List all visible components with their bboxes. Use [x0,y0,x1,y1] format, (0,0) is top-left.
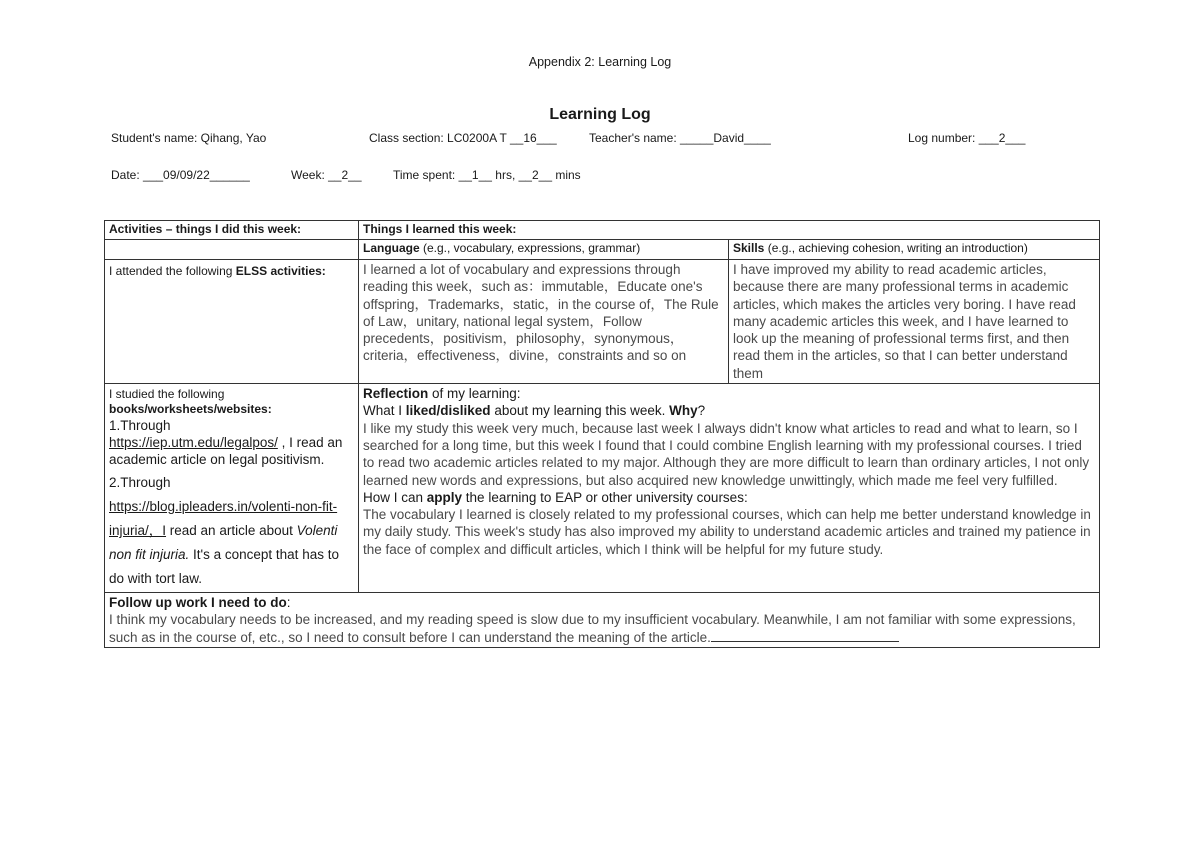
elss-activities-cell: I attended the following ELSS activities: [105,260,359,384]
activities-header: Activities – things I did this week: [105,221,359,240]
teacher-name: Teacher's name: _____David____ [589,131,771,145]
studied-bold: books/worksheets/websites: [109,402,272,417]
followup-cell [105,593,1100,648]
reflection-heading: Reflection of my learning: [363,386,521,402]
table-header-row [105,221,1100,240]
liked-question: What I liked/disliked about my learning this week. Why? [363,403,706,419]
reflection-cell [359,384,1100,593]
subheader-row [105,240,1100,260]
volenti-link[interactable]: https://blog.ipleaders.in/volenti-non-fit-injuria/，I [109,499,338,539]
date-field: Date: ___09/09/22______ [111,168,250,182]
legal-positivism-link[interactable]: https://iep.utm.edu/legalpos/ [109,435,278,451]
language-subheader: Language (e.g., vocabulary, expressions, grammar) [359,240,729,260]
class-section: Class section: LC0200A T __16___ [369,131,557,145]
week-field: Week: __2__ [291,168,362,182]
followup-answer: I think my vocabulary needs to be increased, and my reading speed is slow due to my insufficient vocabulary. Meanwhile, I am not familiar with some expressions, such as in the course of, etc., so I need to consult before I can understand the meaning of the article. [109,612,1076,645]
apply-answer: The vocabulary I learned is closely related to my professional courses, which can help me better understand knowledge in my daily study. This week's study has also improved my ability to understand academic articles and trained my patience in the face of complex and difficult articles, which I think will be helpful for my future study. [363,507,1091,557]
empty-cell [105,240,359,260]
appendix-title: Appendix 2: Learning Log [528,55,672,69]
language-learned-cell: I learned a lot of vocabulary and expressions through reading this week，such as：immutable，Educate one's offspring，Trademarks，static，in the course of，The Rule of Law，unitary, national legal system，Follow precedents，positivism，philosophy，synonymous，criteria，effectiveness，divine，constraints and so on [359,260,729,384]
elss-row [105,260,1100,384]
document-title: Learning Log [549,106,651,123]
log-number: Log number: ___2___ [908,131,1026,145]
fill-line [711,629,899,642]
things-learned-header: Things I learned this week: [359,221,1100,240]
skills-subheader: Skills (e.g., achieving cohesion, writing an introduction) [729,240,1100,260]
student-name: Student's name: Qihang, Yao [111,131,267,145]
resource-item-1: 1.Through https://iep.utm.edu/legalpos/ , I read an academic article on legal positivism. [109,418,343,468]
apply-question: How I can apply the learning to EAP or other university courses: [363,489,748,505]
skills-learned-cell: I have improved my ability to read academic articles, because there are many professional terms in academic articles, which makes the articles very boring. I have read many academic articles this week, and I have learned to look up the meaning of professional terms first, and then read them in the articles, so that I can better understand them [729,260,1100,384]
liked-answer: I like my study this week very much, because last week I always didn't know what articles to read and what to learn, so I searched for a long time, but this week I found that I could combine English learning with my professional courses. I tried to read two academic articles related to my major. Although they are more difficult to learn than ordinary articles, I not only learned new words and expressions, but also acquired new knowledge unwittingly, which made me feel very fulfilled. [363,420,1090,488]
followup-heading: Follow up work I need to do: [109,595,291,611]
followup-row [105,593,1100,648]
time-spent-field: Time spent: __1__ hrs, __2__ mins [393,168,581,182]
studied-intro: I studied the following [109,387,225,402]
studied-row [105,384,1100,593]
studied-resources-cell [105,384,359,593]
learning-log-table [104,220,1100,648]
resource-item-2: 2.Through https://blog.ipleaders.in/volenti-non-fit-injuria/，I read an article about Volenti non fit injuria. It's a concept that has to do with tort law. [109,475,339,587]
